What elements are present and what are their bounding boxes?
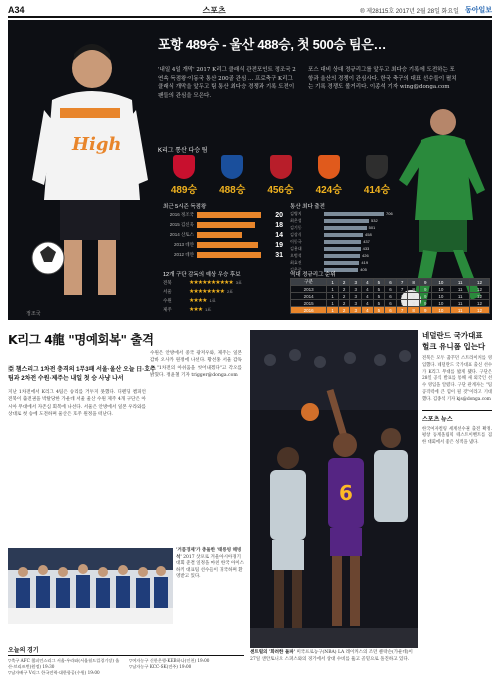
player-photo-left bbox=[30, 30, 150, 300]
schedule-line: ▽남자농구 KCC-SK(전주) 19:00 bbox=[129, 664, 192, 669]
side-brief: 한국여자컬링 세계선수권 출전 확정. 평창 동계올림픽 테스트이벤트를 겸한 대회에서 좋은 성적을 냈다. bbox=[422, 426, 492, 446]
appearance-row: 최효진 419 bbox=[290, 259, 369, 265]
prediction-row: 수원 ★★★★ 1표 bbox=[163, 297, 216, 304]
banner-lead-left: '내일 4일 개막' 2017 K리그 클래식 관전포인트 정조국 2연속 득점왕·이동국 통산 200골 관심 ... 프로축구 K리그 클래식 개막을 앞두고 팀 통산 최다승 경쟁과 기록 도전이 팬들의 관심을 모은다. bbox=[158, 67, 296, 99]
appearances-chart bbox=[290, 210, 400, 273]
standings-label: 역대 정규리그 순위 bbox=[290, 272, 336, 278]
main-article bbox=[8, 330, 158, 418]
article-subhead: 亞 챔스리그 1차전 충격의 1무3패 서울·울산 오늘 日·호주팀과 2차전 수원·제주는 내일 첫 승 사냥 나서 bbox=[8, 367, 156, 382]
hockey-team-photo bbox=[8, 548, 173, 624]
prediction-label: 12개 구단 감독의 예상 우승 후보 bbox=[163, 272, 241, 278]
side-article bbox=[422, 330, 492, 447]
issue-date: ® 제28115호 2017년 2월 28일 화요일 bbox=[360, 8, 459, 15]
scorer-row: 2014 산토스 14 bbox=[169, 231, 283, 239]
scorers-chart bbox=[163, 210, 283, 260]
appearance-row: 이동국 437 bbox=[290, 238, 370, 244]
team-crest bbox=[356, 155, 398, 196]
appearance-row: 최은성 532 bbox=[290, 217, 378, 223]
bball-caption-text: 미국프로농구(NBA) LA 레이커스의 조던 클락슨(가운데)이 27일 샌안토니오 스퍼스와의 경기에서 상대 수비를 뚫고 골밑으로 돌진하고 있다. bbox=[250, 650, 413, 662]
svg-text:High: High bbox=[72, 134, 122, 155]
standings-table: 구분 1 2 3 4 5 6 7 8 9 10 11 12 2013 1 2 3 4 5 6 7 8 9 10 11 12 2014 1 2 3 4 5 6 7 8 9 10 11 12 2015 1 2 3 4 5 6 7 8 9 10 11 12 2016 1 2 3 4 5 6 7 8 9 10 11 12 bbox=[290, 278, 490, 314]
team-shield-icon bbox=[270, 155, 292, 179]
team-shield-icon bbox=[173, 155, 195, 179]
appearances-label: 통산 최다 출전 bbox=[290, 204, 325, 210]
standings-row: 2014 1 2 3 4 5 6 7 8 9 10 11 12 bbox=[291, 293, 490, 300]
schedule-line: ▽여자농구 신한은행-KEB하나(인천) 19:00 bbox=[129, 658, 210, 663]
schedule-title: 오늘의 경기 bbox=[8, 645, 244, 656]
appearance-row: 김은중 405 bbox=[290, 266, 367, 272]
team-crest bbox=[308, 155, 350, 196]
hockey-caption-title: '거품경제'가 충돌한 '태릉빙 해빙석' bbox=[176, 548, 242, 560]
standings-row: 2015 1 2 3 4 5 6 7 8 9 10 11 12 bbox=[291, 300, 490, 307]
team-wins: 414승 bbox=[363, 185, 391, 196]
team-crest bbox=[163, 155, 205, 196]
article-body-1: 지난 1차전에서 K리그 4팀은 승리를 거두지 못했다. 디펜딩 챔피언 전북이 출전권을 박탈당한 가운데 서울 울산 수원 제주 4개 구단은 아시아 무대에서 자존심 회복에 나선다. 서울은 안방에서 일본 우라와를 상대로 첫 승에 도전하며 울산은 호주 원정을 떠난다. bbox=[8, 390, 146, 417]
appearance-row: 김용대 433 bbox=[290, 245, 370, 251]
today-schedule bbox=[8, 645, 244, 676]
kleague-infographic bbox=[8, 20, 492, 320]
prediction-row: 제주 ★★★ 1표 bbox=[163, 306, 212, 313]
appearance-row: 김상식 458 bbox=[290, 231, 372, 237]
standings-row: 2016 1 2 3 4 5 6 7 8 9 10 11 12 bbox=[291, 307, 490, 314]
bball-caption-title: 센트럴의 '화려한 돌파' bbox=[250, 650, 296, 655]
svg-text:6: 6 bbox=[339, 481, 353, 505]
appearance-row: 오범석 426 bbox=[290, 252, 369, 258]
banner-lead-right: 포스 대비 상대 정규리그를 앞두고 최다승 기록에 도전하는 포항과 울산의 경쟁이 관심사다. 한국 축구의 대표 선수들이 펼치는 기록 경쟁도 볼거리다. 이종석 기자 wing@donga.com bbox=[308, 67, 457, 90]
team-wins: 424승 bbox=[315, 185, 342, 196]
article-continued bbox=[150, 350, 242, 379]
appearance-row: 김기동 501 bbox=[290, 224, 376, 230]
team-shield-icon bbox=[318, 155, 340, 179]
schedule-line: ▽남자배구 V리그 한국전력-대한항공(수원) 19:00 bbox=[8, 670, 100, 675]
basketball-photo bbox=[250, 330, 418, 648]
section-name: 스포츠 bbox=[202, 5, 226, 15]
scorer-row: 2012 데얀 31 bbox=[174, 251, 283, 259]
article-body-2: 수원은 안방에서 중국 광저우와, 제주는 일본 감바 오사카 원정에 나선다. 황선홍 서울 감독은 "1차전의 아쉬움을 씻어내겠다"고 각오를 밝혔다. 정윤철 기자 trigger@donga.com bbox=[150, 351, 242, 378]
side-headline: 네덜란드 국가대표 헐크 유니폼 입는다 bbox=[422, 331, 486, 351]
team-wins-row bbox=[163, 155, 398, 196]
banner-title: 포항 489승 - 울산 488승, 첫 500승 팀은… bbox=[158, 37, 387, 52]
most-wins-label: K리그 통산 다승 팀 bbox=[158, 148, 208, 154]
prediction-row: 서울 ★★★★★★★★ 2표 bbox=[163, 288, 234, 295]
side-body: 전북은 모두 꿈꾸던 스트라이커를 영입했다. 네덜란드 국가대표 출신 선수가 K리그 무대를 밟게 됐다. 구단은 28일 공식 발표를 통해 새 외국인 선수 영입을 알렸다. 구단 관계자는 "팀 공격력에 큰 힘이 될 것"이라고 기대했다. 김종석 기자 kjs@donga.com bbox=[422, 356, 492, 402]
team-crest bbox=[211, 155, 253, 196]
side-section-title: 스포츠 뉴스 bbox=[422, 410, 492, 423]
article-headline: K리그 4龍 "명예회복" 출격 bbox=[8, 332, 154, 347]
schedule-line: ▽축구 AFC 챔피언스리그 서울-우라와(서울월드컵경기장) 울산-브리즈번(원정) 19:30 bbox=[8, 658, 120, 669]
newspaper-logo: 동아일보 bbox=[464, 7, 492, 14]
scorer-row: 2013 데얀 19 bbox=[174, 241, 283, 249]
scorer-row: 2015 김신욱 18 bbox=[169, 221, 283, 229]
appearance-row: 김병지 706 bbox=[290, 210, 393, 216]
team-crest bbox=[260, 155, 302, 196]
page-header bbox=[8, 4, 492, 18]
scorer-row: 2016 정조국 20 bbox=[169, 211, 283, 219]
hockey-photo-caption bbox=[176, 548, 244, 581]
page-number: A34 bbox=[8, 5, 25, 15]
team-wins: 488승 bbox=[219, 185, 246, 196]
basketball-caption bbox=[250, 650, 418, 663]
standings-row: 2013 1 2 3 4 5 6 7 8 9 10 11 12 bbox=[291, 286, 490, 293]
prediction-row: 전북 ★★★★★★★★★★ 3표 bbox=[163, 279, 242, 286]
team-wins: 489승 bbox=[170, 185, 198, 196]
team-shield-icon bbox=[366, 155, 388, 179]
scorers-label: 최근 5시즌 득점왕 bbox=[163, 204, 207, 210]
team-wins: 456승 bbox=[267, 185, 294, 196]
hockey-caption-text: 2017 삿포로 겨울아시아경기대회 준결 일정을 마친 한국 아이스하키 대표팀 선수들이 귀국하며 환영받고 있다. bbox=[176, 554, 245, 579]
team-shield-icon bbox=[221, 155, 243, 179]
prediction-stars bbox=[163, 278, 283, 314]
player-caption: 정조국 bbox=[26, 311, 41, 317]
